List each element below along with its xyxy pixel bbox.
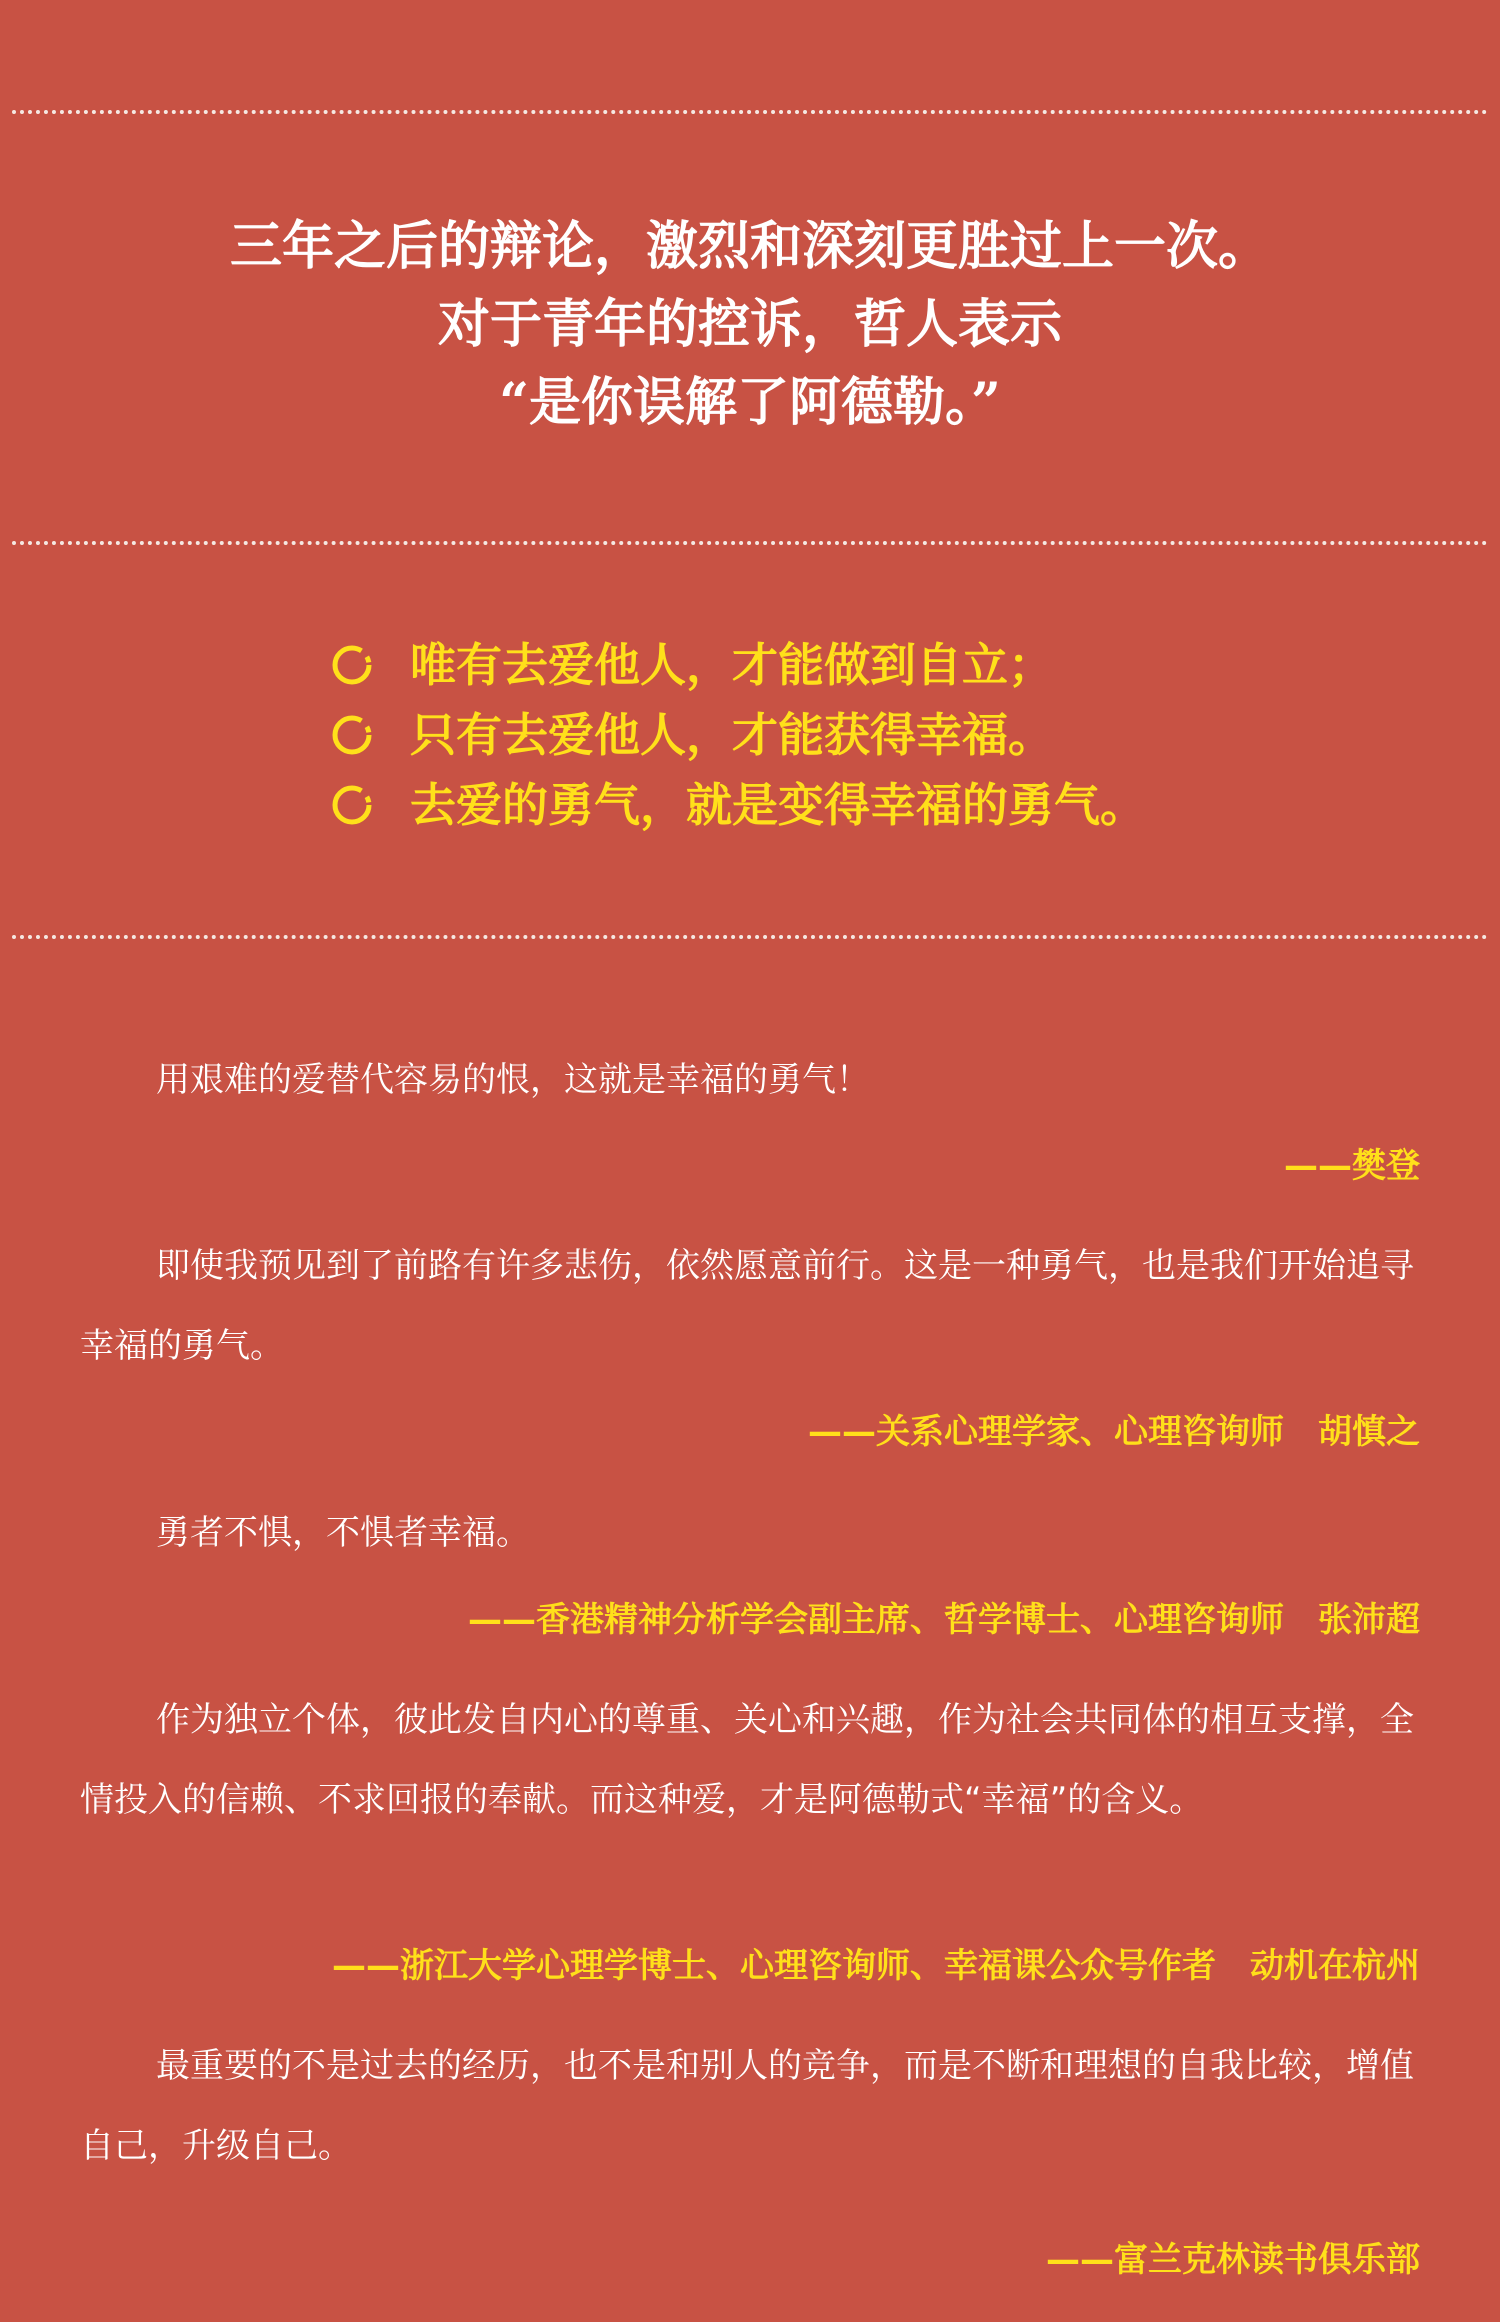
recommendation-quote: 用艰难的爱替代容易的恨，这就是幸福的勇气！	[156, 1060, 870, 1100]
key-points-list	[330, 630, 1146, 840]
recommendation-quote: 即使我预见到了前路有许多悲伤，依然愿意前行。这是一种勇气，也是我们开始追寻幸福的勇气。	[80, 1246, 1414, 1366]
recommendation-author: ——浙江大学心理学博士、心理咨询师、幸福课公众号作者 动机在杭州	[332, 1946, 1420, 1986]
headline-line: 三年之后的辩论，激烈和深刻更胜过上一次。	[229, 216, 1270, 277]
key-point-text: 只有去爱他人，才能获得幸福。	[410, 708, 1054, 762]
dotted-divider	[12, 541, 1488, 545]
recommendation-quote: 勇者不惧，不惧者幸福。	[156, 1513, 530, 1553]
key-point-item	[330, 770, 1146, 840]
dotted-divider	[12, 935, 1488, 939]
circle-bullet-icon	[330, 713, 374, 757]
recommendation-quote: 最重要的不是过去的经历，也不是和别人的竞争，而是不断和理想的自我比较，增值自己，升级自己。	[80, 2046, 1414, 2166]
circle-bullet-icon	[330, 643, 374, 687]
circle-bullet-icon	[330, 783, 374, 827]
recommendation-author: ——关系心理学家、心理咨询师 胡慎之	[808, 1412, 1420, 1452]
key-point-item	[330, 700, 1146, 770]
recommendation-quote: 作为独立个体，彼此发自内心的尊重、关心和兴趣，作为社会共同体的相互支撑，全情投入的信赖、不求回报的奉献。而这种爱，才是阿德勒式“幸福”的含义。	[80, 1700, 1414, 1820]
headline	[0, 208, 1500, 442]
headline-line: “是你误解了阿德勒。”	[499, 372, 1001, 433]
headline-line: 对于青年的控诉，哲人表示	[437, 294, 1062, 355]
recommendation-author: ——樊登	[1284, 1146, 1420, 1186]
dotted-divider	[12, 110, 1488, 114]
recommendation-author: ——香港精神分析学会副主席、哲学博士、心理咨询师 张沛超	[468, 1600, 1420, 1640]
key-point-text: 唯有去爱他人，才能做到自立；	[410, 638, 1054, 692]
recommendation-author: ——富兰克林读书俱乐部	[1046, 2240, 1420, 2280]
key-point-text: 去爱的勇气，就是变得幸福的勇气。	[410, 778, 1146, 832]
key-point-item	[330, 630, 1146, 700]
